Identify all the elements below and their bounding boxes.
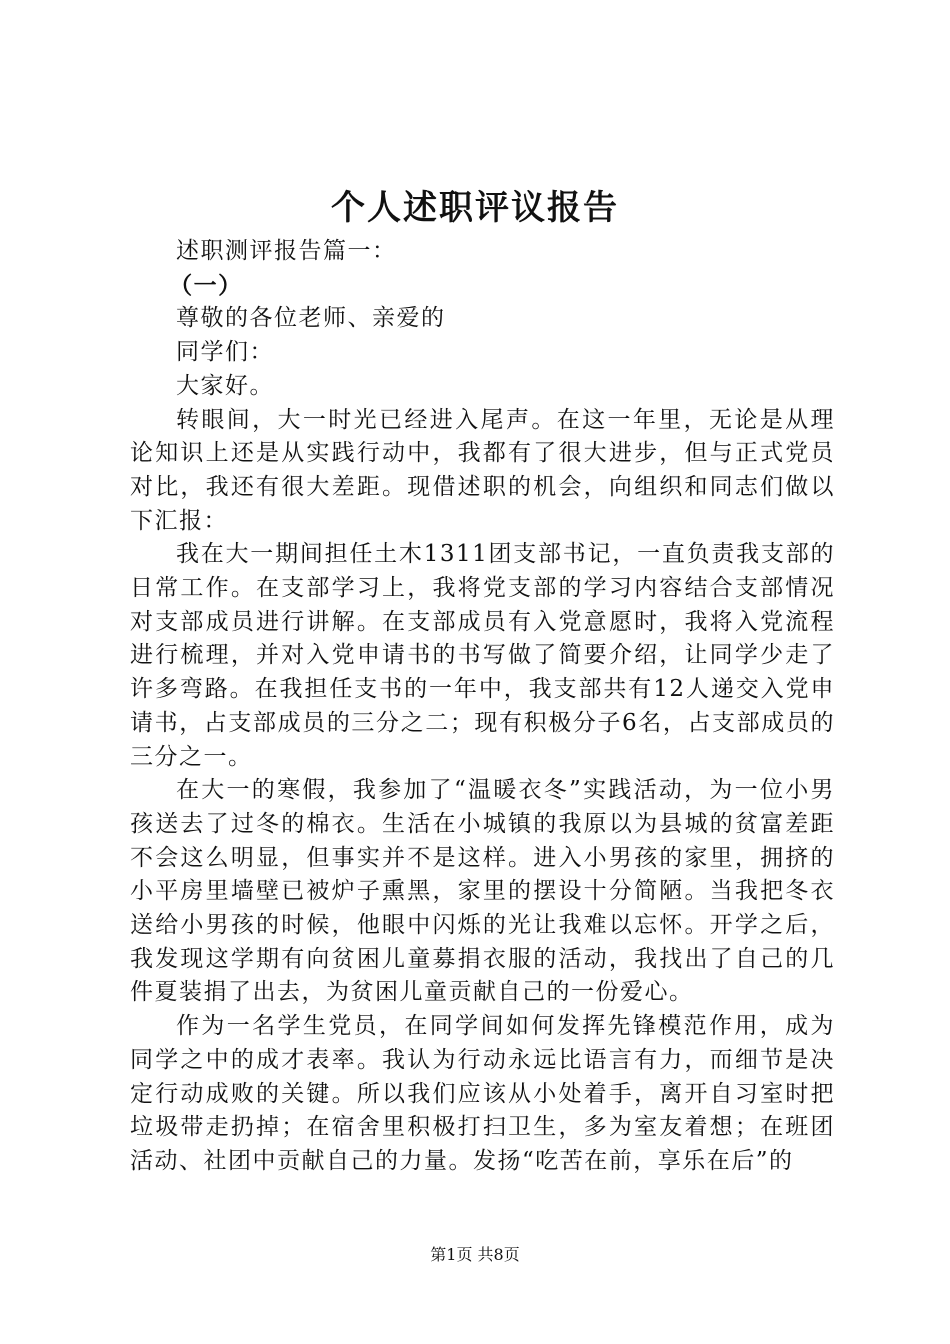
paragraph-winter-activity: 在大一的寒假，我参加了“温暖衣冬”实践活动，为一位小男孩送去了过冬的棉衣。生活在小城镇的我原以为县城的贫富差距不会这么明显，但事实并不是这样。进入小男孩的家里，拥挤的小平房里墙壁已被炉子熏黑，家里的摆设十分简陋。当我把冬衣送给小男孩的时候，他眼中闪烁的光让我难以忘怀。开学之后，我发现这学期有向贫困儿童募捐衣服的活动，我找出了自己的几件夏装捐了出去，为贫困儿童贡献自己的一份爱心。: [130, 777, 835, 1006]
page-footer: 第1页 共8页: [430, 1245, 520, 1264]
salutation-line-1: 尊敬的各位老师、亲爱的: [176, 305, 446, 332]
section-heading: 述职测评报告篇一：: [176, 238, 397, 264]
paragraph-intro: 转眼间，大一时光已经进入尾声。在这一年里，无论是从理论知识上还是从实践行动中，我都有了很大进步，但与正式党员对比，我还有很大差距。现借述职的机会，向组织和同志们做以下汇报：: [130, 406, 835, 534]
salutation-line-2: 同学们：: [176, 339, 274, 366]
document-body: [130, 235, 835, 1179]
paragraph-student-member: 作为一名学生党员，在同学间如何发挥先锋模范作用，成为同学之中的成才表率。我认为行动永远比语言有力，而细节是决定行动成败的关键。所以我们应该从小处着手，离开自习室时把垃圾带走扔掉；在宿舍里积极打扫卫生，多为室友着想；在班团活动、社团中贡献自己的力量。发扬“吃苦在前，享乐在后”的: [130, 1013, 835, 1174]
document-title: 个人述职评议报告: [331, 188, 619, 228]
greeting: 大家好。: [176, 372, 274, 399]
subsection-number: （一）: [169, 271, 243, 299]
paragraph-branch-secretary: 我在大一期间担任土木1311团支部书记，一直负责我支部的日常工作。在支部学习上，我将党支部的学习内容结合支部情况对支部成员进行讲解。在支部成员有入党意愿时，我将入党流程进行梳理，并对入党申请书的书写做了简要介绍，让同学少走了许多弯路。在我担任支书的一年中，我支部共有12人递交入党申请书，占支部成员的三分之二；现有积极分子6名，占支部成员的三分之一。: [130, 541, 835, 770]
